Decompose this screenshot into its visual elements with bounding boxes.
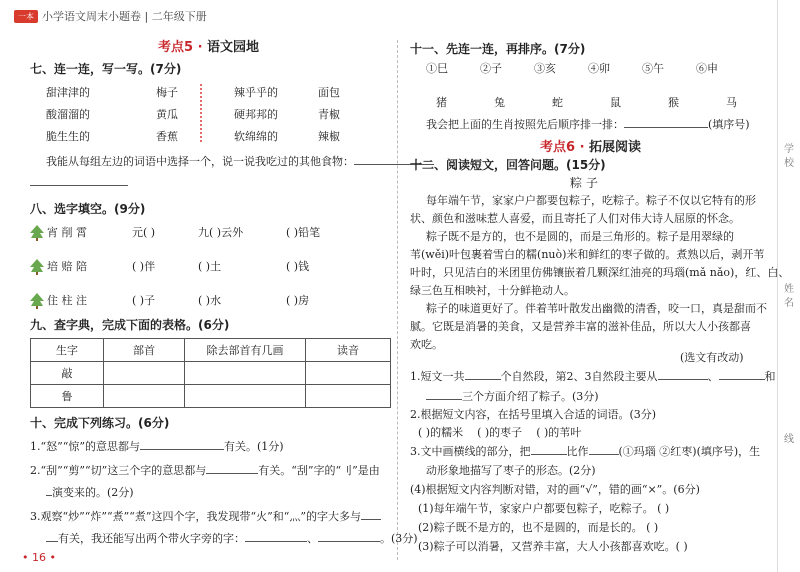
section-title-5: 考点5 · 语文园地 [158, 40, 260, 55]
brand-logo: 一本 [14, 10, 38, 23]
dictionary-table [30, 338, 391, 408]
q11-sort: 我会把上面的生肖按照先后顺序排一排： (填序号) [426, 118, 750, 131]
side-label: 学 [784, 144, 794, 155]
q7-heading: 七、连一连，写一写。(7分) [30, 62, 182, 76]
q7-word[interactable]: 面包 [318, 86, 340, 99]
q12-a1: 1.短文一共 个自然段，第2、3自然段主要从 、 和 [410, 370, 776, 383]
answer-blank[interactable] [426, 399, 462, 400]
table-header: 除去部首有几画 [185, 339, 306, 362]
q8-heading: 八、选字填空。(9分) [30, 202, 146, 216]
section-title-6: 考点6 · 拓展阅读 [540, 140, 642, 155]
fill-blank-item[interactable]: ( )房 [286, 294, 310, 307]
fill-blank-item[interactable]: ( )水 [198, 294, 222, 307]
table-header: 生字 [31, 339, 104, 362]
header-text: 小学语文周末小题卷 | 二年级下册 [42, 10, 207, 23]
q7-word[interactable]: 甜津津的 [46, 86, 90, 99]
q7-word[interactable]: 黄瓜 [156, 108, 178, 121]
fill-blank-item[interactable]: 九( )云外 [198, 226, 244, 239]
table-row [31, 362, 391, 385]
passage-line: 粽子的味道更好了。伴着苇叶散发出幽微的清香，咬一口，真是甜而不 [426, 302, 767, 315]
q12-a4-item1: (1)每年端午节，家家户户都要包粽子，吃粽子。 ( ) [418, 502, 670, 515]
answer-blank[interactable] [589, 454, 619, 455]
q10-line3b: 有关，我还能写出两个带火字旁的字： 、 。(3分) [46, 530, 418, 546]
answer-cell[interactable] [185, 362, 306, 385]
zodiac-item[interactable]: ④卯 [588, 62, 610, 75]
q7-word[interactable]: 辣椒 [318, 130, 340, 143]
side-label: 姓 [784, 284, 794, 295]
answer-blank[interactable] [719, 379, 765, 380]
zodiac-item[interactable]: ③亥 [534, 62, 556, 75]
animal-item[interactable]: 猴 [668, 96, 679, 109]
answer-cell[interactable] [306, 362, 391, 385]
connector-line [200, 84, 210, 142]
q7-word[interactable]: 青椒 [318, 108, 340, 121]
q8-option-chars [30, 258, 87, 275]
q11-heading: 十一、先连一连，再排序。(7分) [410, 42, 586, 56]
table-cell: 鲁 [31, 385, 104, 408]
answer-blank[interactable] [361, 519, 381, 520]
q7-word[interactable]: 香蕉 [156, 130, 178, 143]
zodiac-item[interactable]: ⑤午 [642, 62, 664, 75]
answer-blank[interactable] [531, 454, 567, 455]
zodiac-item[interactable]: ⑥申 [696, 62, 718, 75]
passage-line: 绿三色互相映衬，十分鲜艳动人。 [410, 284, 575, 297]
answer-cell[interactable] [104, 385, 185, 408]
passage-line: 叶时，只见洁白的米团里仿佛镶嵌着几颗深红油亮的玛瑙(mǎ nǎo)，红、白、 [410, 266, 790, 279]
q12-a2-items: ( )的糯米 ( )的枣子 ( )的苇叶 [418, 426, 582, 439]
q7-word[interactable]: 软绵绵的 [234, 130, 278, 143]
zodiac-item[interactable]: ①巳 [426, 62, 448, 75]
animal-item[interactable]: 马 [726, 96, 737, 109]
answer-blank[interactable] [46, 541, 58, 542]
table-header: 读音 [306, 339, 391, 362]
q12-a4: (4)根据短文内容判断对错，对的画“√”，错的画“×”。(6分) [410, 483, 700, 496]
side-label: 校 [784, 158, 794, 169]
answer-blank[interactable] [624, 127, 708, 128]
tree-icon [30, 293, 44, 309]
q7-word[interactable]: 硬邦邦的 [234, 108, 278, 121]
answer-blank[interactable] [465, 379, 501, 380]
q7-word[interactable]: 辣乎乎的 [234, 86, 278, 99]
answer-blank[interactable] [245, 541, 307, 542]
answer-blank[interactable] [206, 473, 258, 474]
answer-cell[interactable] [104, 362, 185, 385]
fill-blank-item[interactable]: ( )子 [132, 294, 156, 307]
answer-blank[interactable] [658, 379, 708, 380]
story-title: 粽 子 [570, 176, 598, 190]
q7-prompt: 我能从每组左边的词语中选择一个，说一说我吃过的其他食物： [46, 153, 434, 169]
q12-a3-cont: 动形象地描写了枣子的形态。(2分) [426, 464, 596, 477]
table-row [31, 385, 391, 408]
char-options: 住 柱 注 [47, 294, 87, 307]
answer-blank[interactable] [140, 449, 224, 450]
char-options: 培 赔 陪 [47, 260, 87, 273]
q10-line2b: 演变来的。(2分) [46, 484, 134, 500]
fill-blank-item[interactable]: ( )铅笔 [286, 226, 321, 239]
fill-blank-item[interactable]: ( )钱 [286, 260, 310, 273]
zodiac-item[interactable]: ②子 [480, 62, 502, 75]
answer-cell[interactable] [306, 385, 391, 408]
q10-line1: 1.“怒”“惊”的意思都与 有关。(1分) [30, 440, 284, 453]
source-note: (选文有改动) [680, 351, 744, 364]
passage-line: 每年端午节，家家户户都要包粽子，吃粽子。粽子不仅以它特有的形 [426, 194, 756, 207]
q12-a3: 3.文中画横线的部分，把 比作 (①玛瑙 ②红枣)(填序号)，生 [410, 445, 761, 458]
passage-line: 苇(wěi)叶包裹着雪白的糯(nuò)米和鲜红的枣子做的。煮熟以后，剥开苇 [410, 248, 765, 261]
q10-line2: 2.“刮”“剪”“切”这三个字的意思都与 有关。“刮”字的“刂”是由 [30, 464, 380, 477]
page-header [14, 8, 207, 24]
q12-heading: 十二、阅读短文，回答问题。(15分) [410, 158, 606, 172]
q8-option-chars [30, 224, 87, 241]
q10-heading: 十、完成下列练习。(6分) [30, 416, 170, 430]
q7-word[interactable]: 梅子 [156, 86, 178, 99]
q9-heading: 九、查字典，完成下面的表格。(6分) [30, 318, 230, 332]
side-label: 名 [784, 298, 794, 309]
q12-a2: 2.根据短文内容，在括号里填入合适的词语。(3分) [410, 408, 657, 421]
q12-a4-item2: (2)粽子既不是方的，也不是圆的，而是长的。 ( ) [418, 521, 659, 534]
table-header: 部首 [104, 339, 185, 362]
q12-a4-item3: (3)粽子可以消暑，又营养丰富，大人小孩都喜欢吃。( ) [418, 540, 688, 553]
fill-blank-item[interactable]: ( )伴 [132, 260, 156, 273]
passage-line: 粽子既不是方的，也不是圆的，而是三角形的。粽子是用翠绿的 [426, 230, 734, 243]
page-spine [777, 0, 778, 572]
fill-blank-item[interactable]: ( )土 [198, 260, 222, 273]
animal-item[interactable]: 猪 [436, 96, 447, 109]
q8-option-chars [30, 292, 87, 309]
column-divider [397, 40, 398, 560]
passage-line: 状、颜色和滋味惹人喜爱，而且寄托了人们对伟大诗人屈原的怀念。 [410, 212, 740, 225]
animal-item[interactable]: 蛇 [552, 96, 563, 109]
answer-cell[interactable] [185, 385, 306, 408]
tree-icon [30, 225, 44, 241]
char-options: 宵 削 霄 [47, 226, 87, 239]
q7-word[interactable]: 脆生生的 [46, 130, 90, 143]
q7-prompt-cont [30, 176, 128, 189]
passage-line: 欢吃。 [410, 338, 443, 351]
q10-line3: 3.观察“炒”“炸”“煮”“煮”这四个字，我发现带“火”和“灬”的字大多与 [30, 508, 381, 524]
q12-a1-cont: 三个方面介绍了粽子。(3分) [426, 388, 599, 404]
page-number: • 16 • [22, 551, 56, 564]
fill-blank-item[interactable]: 元( ) [132, 226, 156, 239]
side-label: 线 [784, 434, 794, 445]
passage-line: 腻。它既是消暑的美食，又是营养丰富的滋补佳品，所以大人小孩都喜 [410, 320, 751, 333]
answer-blank[interactable] [30, 185, 128, 186]
table-cell: 敲 [31, 362, 104, 385]
animal-item[interactable]: 鼠 [610, 96, 621, 109]
q7-word[interactable]: 酸溜溜的 [46, 108, 90, 121]
answer-blank[interactable] [318, 541, 380, 542]
animal-item[interactable]: 兔 [494, 96, 505, 109]
tree-icon [30, 259, 44, 275]
